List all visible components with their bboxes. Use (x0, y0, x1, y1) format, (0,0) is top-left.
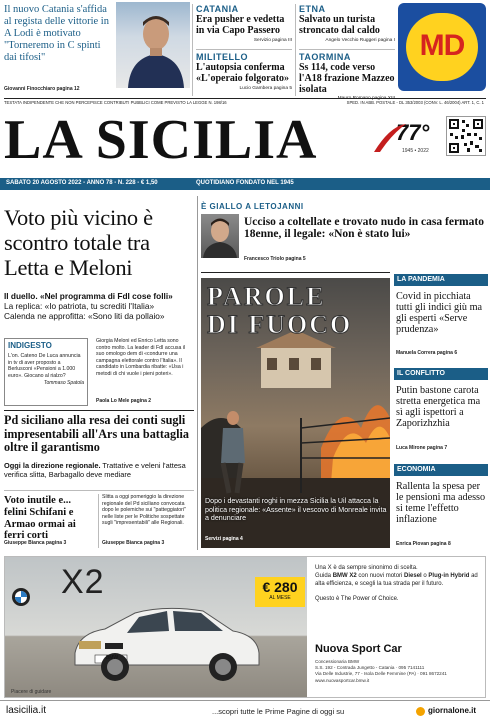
economia-byline: Enrica Piovan pagina 8 (396, 541, 451, 547)
teaser-catania[interactable] (196, 4, 292, 43)
pd-headline[interactable]: Pd siciliano alla resa dei conti sugli impresentabili all'Ars una battaglia oltre il garantismo (4, 413, 189, 455)
pd-sub-rest: Trattative e veleni l'attesa verifica slitta, Barbagallo deve mediare (4, 461, 186, 479)
teaser-militello-byline: Lucio Gambera pagina 5 (239, 85, 292, 91)
indigesto-text: L'on. Cateno De Luca annuncia in tv di aver proposto a Berlusconi «Pensioni a 1.000 euro». Giocano al rialzo? (8, 353, 81, 379)
conflitto-byline: Luca Mirone pagina 7 (396, 445, 448, 451)
ad-price-badge (255, 577, 305, 607)
letojanni-byline: Francesco Triolo pagina 5 (244, 256, 306, 262)
teaser-militello-text: L'autopsia conferma «L'operaio folgorato» (196, 62, 290, 84)
pd-sub (4, 462, 196, 480)
lead-column-byline: Paola Lo Mele pagina 2 (96, 398, 152, 404)
masthead-fine-print-right: SPED. IN ABB. POSTALE - DL 353/2003 (CONV. L. 46/2004) ART. 1, C. 1 (346, 100, 484, 105)
ad-footnote: Piacere di guidare (11, 689, 52, 695)
fire-title-1: PAROLE (207, 282, 326, 311)
ad-dealer-info-3: Via Delle Industrie, 77 - Isola Delle Femmine (PA) · 091 8672241 (315, 671, 447, 677)
teaser-catania-byline: Servizio pagina III (253, 37, 292, 43)
anniversary-number: 77° (396, 120, 430, 145)
ad-copy (315, 565, 481, 604)
qr-code-icon[interactable] (446, 116, 486, 156)
teaser-etna[interactable] (299, 4, 395, 43)
ad-dealer-info-1: Concessionaria BMW (315, 659, 360, 664)
ad-plate: BMW (105, 655, 119, 661)
ad-price-note: AL MESE (269, 595, 291, 601)
fire-title-2: DI FUOCO (207, 310, 353, 339)
pandemia-byline: Manuela Correra pagina 6 (396, 350, 458, 356)
ad-model: X2 (61, 563, 105, 601)
ad-copy-bold-2: Diesel (404, 572, 422, 579)
ad-copy-bold-1: BMW X2 (332, 572, 357, 579)
teaser-etna-text: Salvato un turista stroncato dal caldo (299, 14, 380, 36)
economia-headline[interactable]: Rallenta la spesa per le pensioni ma adesso si teme l'effetto inflazione (396, 481, 486, 526)
lead-intro-3: Calenda ne approfitta: «Sono liti da pollaio» (4, 310, 165, 321)
letojanni-photo (201, 214, 239, 258)
ad-photo (5, 557, 307, 698)
schifani-byline: Giuseppe Bianca pagina 3 (4, 540, 67, 546)
ad-price: € 280 (262, 579, 298, 595)
lead-intro-1: Il duello. «Nel programma di FdI cose folli» (4, 291, 173, 301)
anniversary-years: 1945 • 2022 (402, 148, 429, 154)
footer-bar (0, 700, 490, 720)
pandemia-label: LA PANDEMIA (394, 274, 488, 286)
pd-text: Slitta a oggi pomeriggio la direzione regionale del Pd siciliano convocata dopo le polemiche sui "patteggiatori" nelle liste per le Politiche sospettate sugli "impresentabili" alle Regionali. (102, 494, 186, 526)
pd-byline: Giuseppe Bianca pagina 3 (102, 540, 165, 546)
md-supermarket-logo[interactable] (398, 3, 486, 91)
founded-line: QUOTIDIANO FONDATO NEL 1945 (196, 180, 294, 186)
indigesto-box[interactable] (4, 338, 88, 406)
bmw-logo-icon (11, 587, 31, 607)
ad-copy-line-1: Una X è da sempre sinonimo di scelta. (315, 565, 418, 571)
conflitto-label: IL CONFLITTO (394, 368, 488, 380)
footer-lasicilia-link[interactable]: lasicilia.it (6, 705, 47, 716)
masthead-fine-print-left: TESTATA INDIPENDENTE CHE NON PERCEPISCE CONTRIBUTI PUBBLICI COME PREVISTO LA LEGGE N. 198/16 (4, 100, 227, 105)
ad-copy-3: con nuovi motori (356, 572, 405, 579)
date-line: SABATO 20 AGOSTO 2022 - ANNO 78 - N. 228 - € 1,50 (6, 180, 158, 186)
lead-intro (4, 292, 196, 322)
lead-headline[interactable]: Voto più vicino è scontro totale tra Letta e Meloni (4, 205, 153, 280)
pd-sub-bold: Oggi la direzione regionale. (4, 461, 101, 470)
teaser-etna-byline: Angelo Vecchio Ruggeri pagina I (325, 37, 395, 43)
teaser-militello[interactable] (196, 52, 292, 91)
md-logo-text: MD (419, 29, 465, 62)
indigesto-byline: Tommaso Spatola (43, 380, 84, 386)
teaser-catania-text: Era pusher e vedetta in via Capo Passero (196, 14, 285, 36)
indigesto-label: INDIGESTO (8, 341, 52, 350)
teaser-militello-label: MILITELLO (196, 52, 248, 62)
teaser-lead-byline: Giovanni Finocchiaro pagina 12 (4, 86, 80, 92)
teaser-etna-label: ETNA (299, 4, 326, 14)
ad-dealer: Nuova Sport Car (315, 643, 402, 655)
ad-dealer-info-2: S.S. 192 - Contrada Jungetto - Catania · 095 7141111 (315, 665, 425, 671)
teaser-taormina-label: TAORMINA (299, 52, 351, 62)
footer-middle-text: ...scopri tutte le Prime Pagine di oggi su (212, 707, 345, 716)
masthead-title[interactable]: LA SICILIA (4, 109, 318, 171)
bmw-advert[interactable] (4, 556, 486, 698)
pandemia-headline[interactable]: Covid in picchiata tutti gli indici giù ma gli esperti «Serve prudenza» (396, 291, 483, 336)
top-teaser-lead[interactable] (4, 4, 112, 96)
giornalone-icon (416, 707, 425, 716)
teaser-taormina[interactable] (299, 52, 395, 101)
bmw-car-illustration (65, 601, 265, 687)
fire-caption: Dopo i devastanti roghi in mezza Sicilia la Uil attacca la politica regionale: «Assente» il vescovo di Monreale invita a denunciare (205, 497, 387, 523)
economia-label: ECONOMIA (394, 464, 488, 476)
lead-column-text: Giorgia Meloni ed Enrico Letta sono contro molto. La leader di FdI accusa il suo omologo dem di «condurre una campagna elettorale contro l'Italia». Il candidato in Lombardia ribatte: «Usa i metodi di chi vuole i pieni poteri». (96, 338, 186, 377)
conflitto-headline[interactable]: Putin bastone carota stretta energetica ma sì agli ispettori a Zaporizhzhia (396, 385, 481, 430)
fire-byline: Servizi pagina 4 (205, 536, 243, 542)
ad-copy-5: ad alta efficienza, e scegli la tua strada per il futuro. (315, 572, 478, 587)
ad-slogan: Questo è The Power of Choice. (315, 596, 399, 603)
teaser-lead-photo (116, 2, 190, 88)
letojanni-headline[interactable]: Ucciso a coltellate e trovato nudo in casa fermato 18enne, il legale: «Non è stato lui» (244, 216, 484, 241)
teaser-lead-text: Il nuovo Catania s'affida al regista delle vittorie in A Lodi è motivato "Torneremo in C spinti dai tifosi" (4, 4, 109, 64)
ad-dealer-web: www.nuovasportcar.bmw.it (315, 677, 370, 683)
date-bar (0, 178, 490, 190)
letojanni-label: È GIALLO A LETOJANNI (201, 202, 304, 211)
ad-dealer-info (315, 659, 485, 684)
teaser-taormina-text: Ss 114, code verso l'A18 frazione Mazzeo isolata (299, 62, 395, 95)
fire-photo[interactable] (201, 278, 390, 548)
footer-giornalone-link[interactable]: giornalone.it (428, 706, 476, 715)
schifani-headline[interactable]: Voto inutile e... felini Schifani e Armao ormai ai ferri corti (4, 495, 76, 542)
teaser-catania-label: CATANIA (196, 4, 239, 14)
ad-copy-bold-3: Plug-in Hybrid (428, 572, 470, 579)
lead-intro-2: La replica: «Io patriota, tu screditi l'Italia» (4, 300, 155, 311)
ad-copy-line-2 (315, 573, 481, 589)
ad-copy-4: o (421, 572, 429, 579)
ad-copy-2: Guida (315, 572, 333, 579)
anniversary-logo (372, 116, 442, 166)
